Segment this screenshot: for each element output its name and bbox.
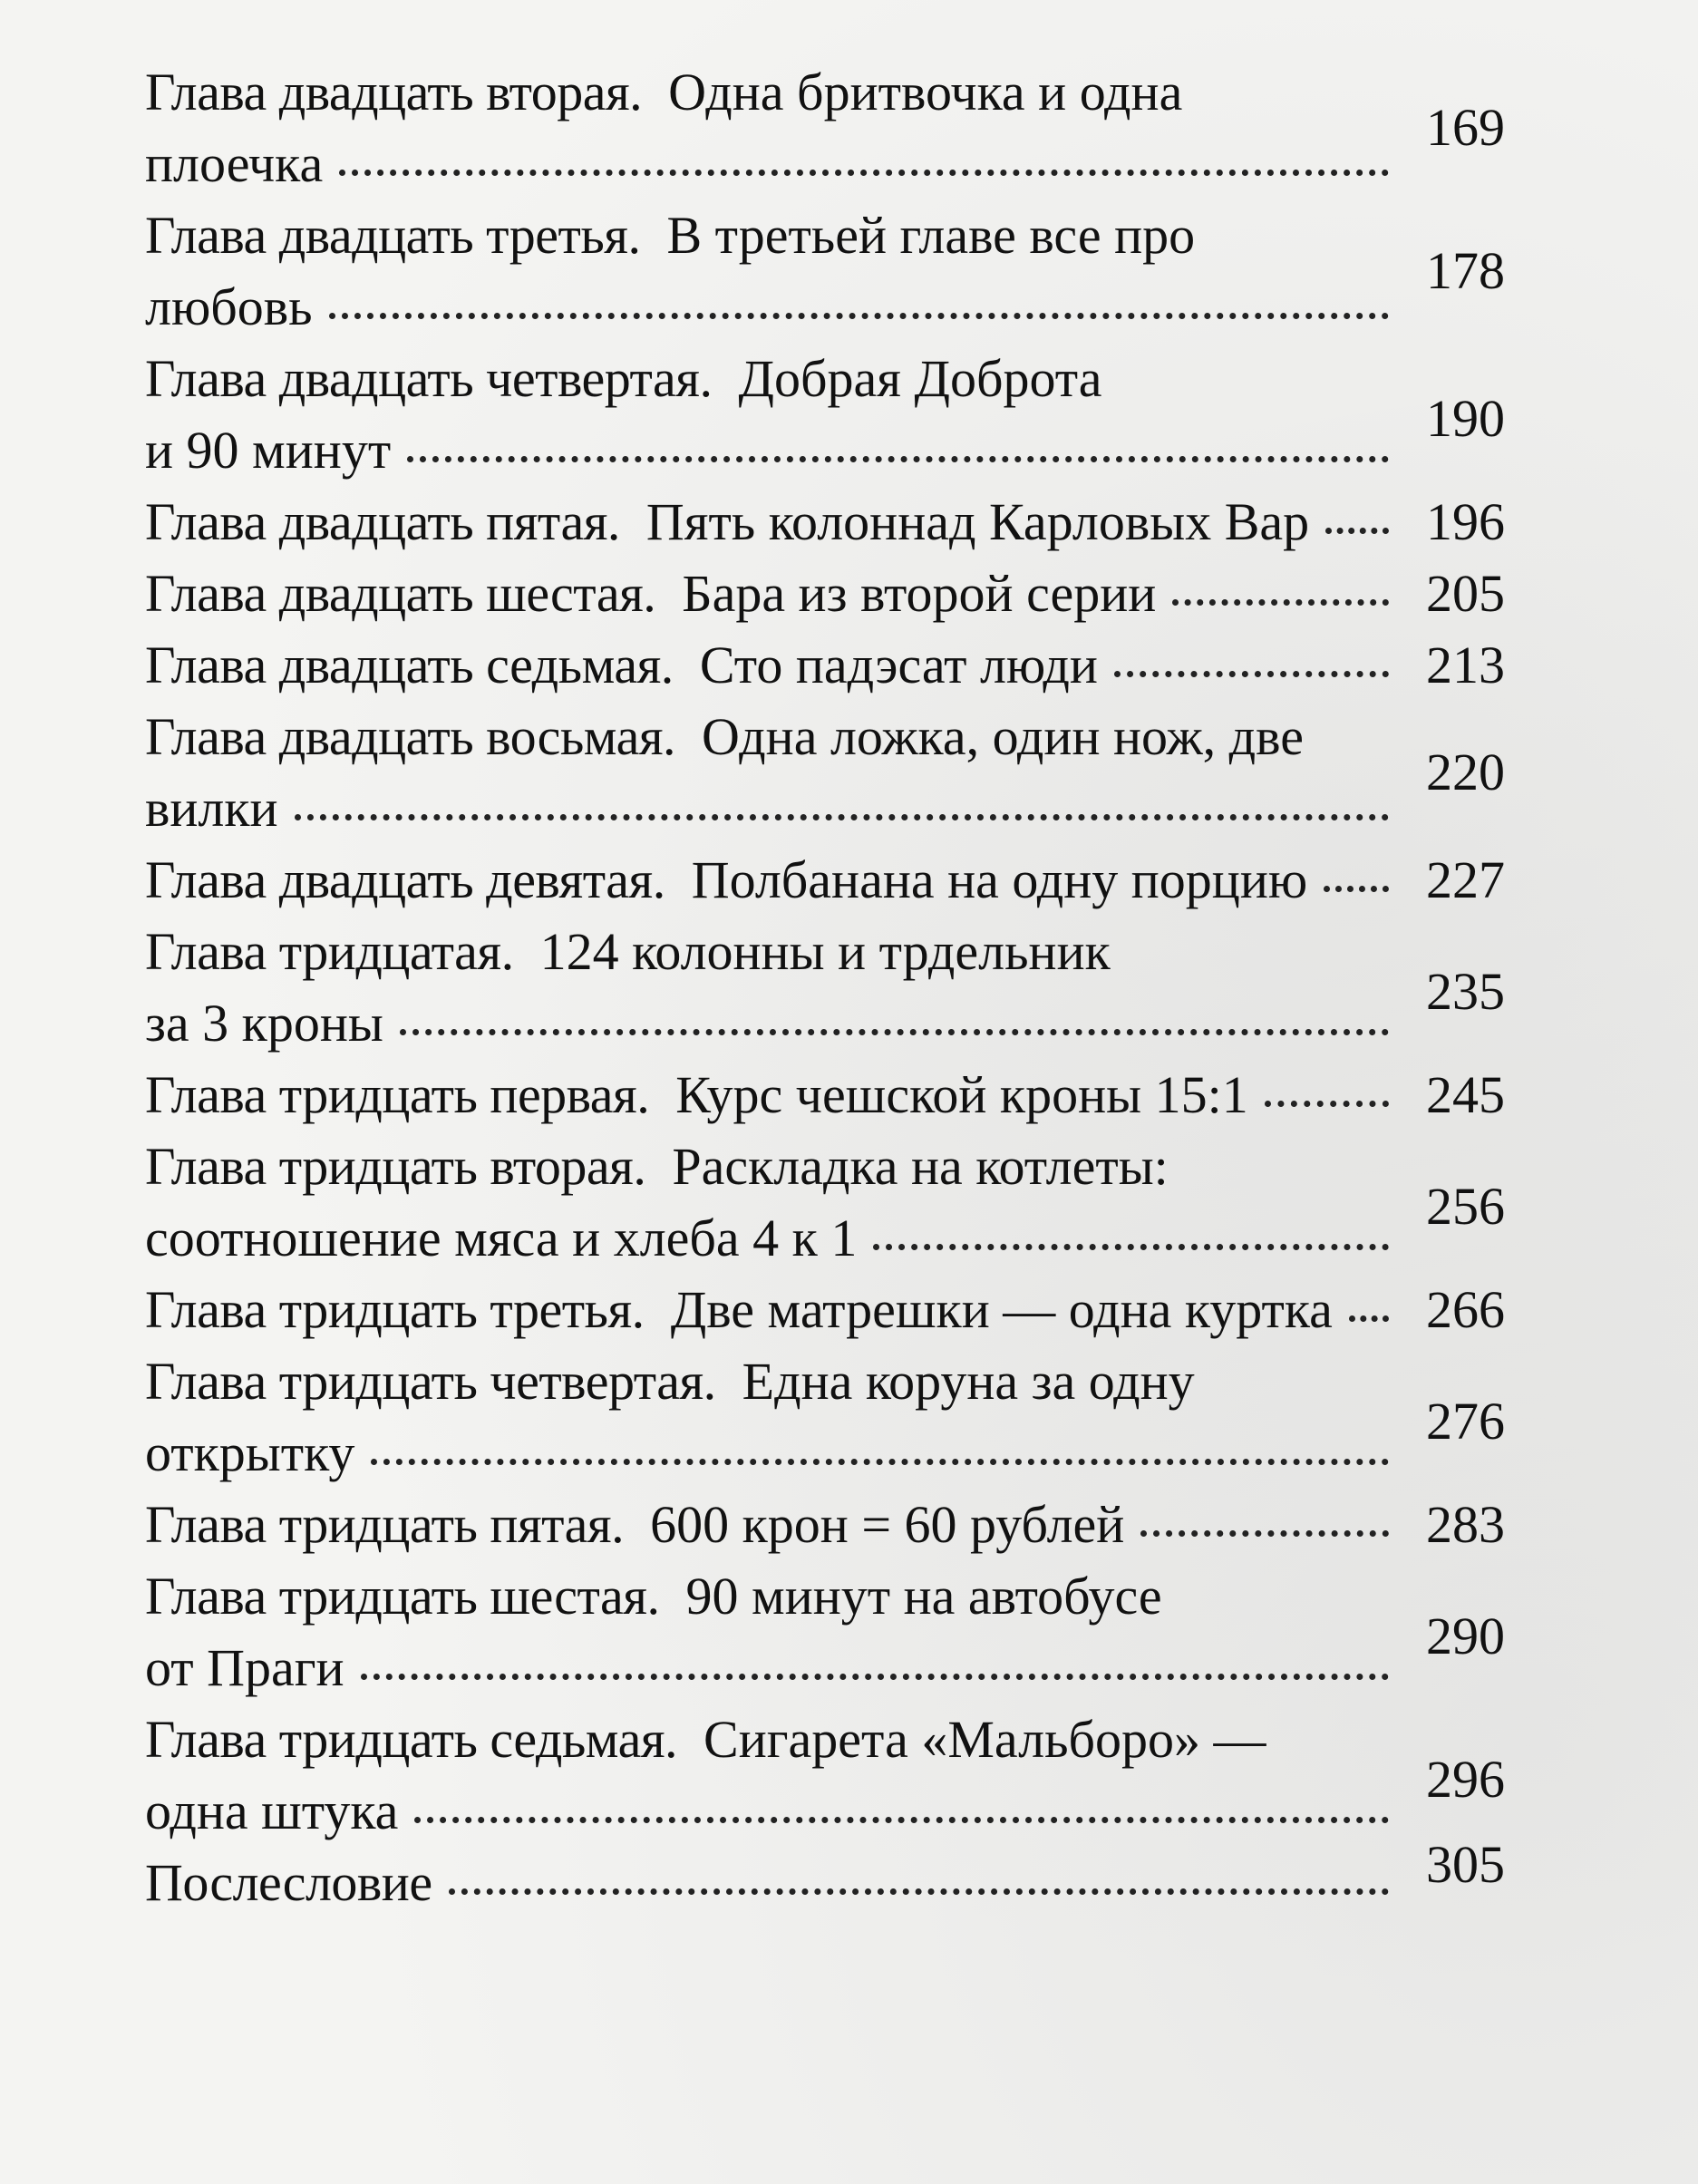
toc-entry [145,486,1614,558]
page-number: 220 [1426,743,1505,801]
chapter-title: Сигарета «Мальборо» — [703,1710,1266,1769]
dot-leader [1265,1101,1389,1107]
toc-entry [145,199,1614,343]
dot-leader [873,1244,1389,1250]
toc-entry [145,1560,1614,1704]
toc-entry [145,1345,1614,1489]
page-number: 245 [1426,1065,1505,1124]
chapter-title: Курс чешской кроны 15:1 [675,1065,1248,1124]
dot-leader [1140,1530,1389,1537]
chapter-label: Глава тридцать вторая. [145,1137,646,1196]
chapter-label: Глава двадцать девятая. [145,850,665,909]
chapter-title: Добрая Доброта [738,349,1102,408]
chapter-title-continuation: открытку [145,1423,355,1482]
chapter-title: В третьей главе все про [666,206,1196,265]
page-number: 178 [1426,241,1505,300]
dot-leader [1172,599,1389,606]
dot-leader [400,1029,1389,1035]
dot-leader [1349,1315,1389,1322]
page-number: 235 [1426,962,1505,1021]
dot-leader [361,1674,1389,1680]
toc-entry [145,629,1614,701]
dot-leader [1324,886,1389,892]
toc-entry [145,1274,1614,1345]
chapter-title-continuation: плоечка [145,134,324,193]
toc-entry [145,1059,1614,1131]
dot-leader [1325,528,1389,534]
page-number: 169 [1426,98,1505,157]
dot-leader [414,1817,1389,1823]
chapter-label: Глава двадцать восьмая. [145,707,676,766]
toc-entry [145,343,1614,486]
page-number: 190 [1426,389,1505,448]
chapter-title: Полбанана на одну порцию [691,850,1308,909]
toc-entry [145,1704,1614,1847]
page-number: 276 [1426,1392,1505,1451]
chapter-title-continuation: любовь [145,277,313,336]
dot-leader [329,313,1389,319]
dot-leader [1114,671,1389,677]
chapter-title-continuation: от Праги [145,1638,344,1697]
chapter-title: Бара из второй серии [682,564,1157,623]
dot-leader [407,456,1389,462]
chapter-label: Глава двадцать вторая. [145,63,643,121]
dot-leader [371,1459,1389,1465]
chapter-label: Глава тридцать четвертая. [145,1352,716,1411]
toc-entry [145,844,1614,916]
page-number: 296 [1426,1750,1505,1809]
chapter-label: Глава двадцать седьмая. [145,636,674,694]
page-number: 213 [1426,636,1505,694]
chapter-label: Глава тридцать седьмая. [145,1710,678,1769]
page-number: 256 [1426,1177,1505,1236]
chapter-title-continuation: за 3 кроны [145,994,383,1053]
page-number: 266 [1426,1280,1505,1339]
page-number: 305 [1426,1835,1505,1894]
chapter-title: Пять колоннад Карловых Вар [645,492,1310,551]
dot-leader [449,1888,1389,1895]
chapter-label: Глава тридцать первая. [145,1065,650,1124]
chapter-title-continuation: вилки [145,779,278,838]
chapter-label: Глава двадцать пятая. [145,492,620,551]
chapter-title: 90 минут на автобусе [685,1567,1162,1626]
chapter-title-continuation: одна штука [145,1781,399,1840]
chapter-title: Одна бритвочка и одна [668,63,1183,121]
chapter-title: Две матрешки — одна куртка [670,1280,1333,1339]
chapter-label: Глава двадцать третья. [145,206,641,265]
toc-entry [145,701,1614,844]
chapter-title: Една коруна за одну [742,1352,1195,1411]
page-number: 290 [1426,1606,1505,1665]
dot-leader [339,170,1389,176]
page-number: 227 [1426,850,1505,909]
toc-entry [145,1489,1614,1560]
chapter-title: 600 крон = 60 рублей [650,1495,1125,1554]
chapter-label: Глава двадцать шестая. [145,564,656,623]
table-of-contents [145,56,1614,1918]
chapter-title: Раскладка на котлеты: [672,1137,1169,1196]
chapter-label: Глава тридцатая. [145,922,514,981]
page-number: 205 [1426,564,1505,623]
toc-entry [145,916,1614,1059]
afterword-label: Послесловие [145,1853,432,1912]
chapter-title: 124 колонны и трдельник [539,922,1111,981]
toc-entry [145,558,1614,629]
chapter-title-continuation: и 90 минут [145,421,392,480]
toc-entry [145,1835,1614,1918]
chapter-title: Сто падэсат люди [699,636,1098,694]
chapter-label: Глава тридцать шестая. [145,1567,660,1626]
page-number: 196 [1426,492,1505,551]
toc-entry [145,56,1614,199]
page-number: 283 [1426,1495,1505,1554]
chapter-label: Глава тридцать пятая. [145,1495,625,1554]
dot-leader [295,814,1389,820]
chapter-label: Глава двадцать четвертая. [145,349,713,408]
chapter-title: Одна ложка, один нож, две [702,707,1304,766]
chapter-title-continuation: соотношение мяса и хлеба 4 к 1 [145,1208,858,1267]
toc-entry [145,1131,1614,1274]
chapter-label: Глава тридцать третья. [145,1280,645,1339]
